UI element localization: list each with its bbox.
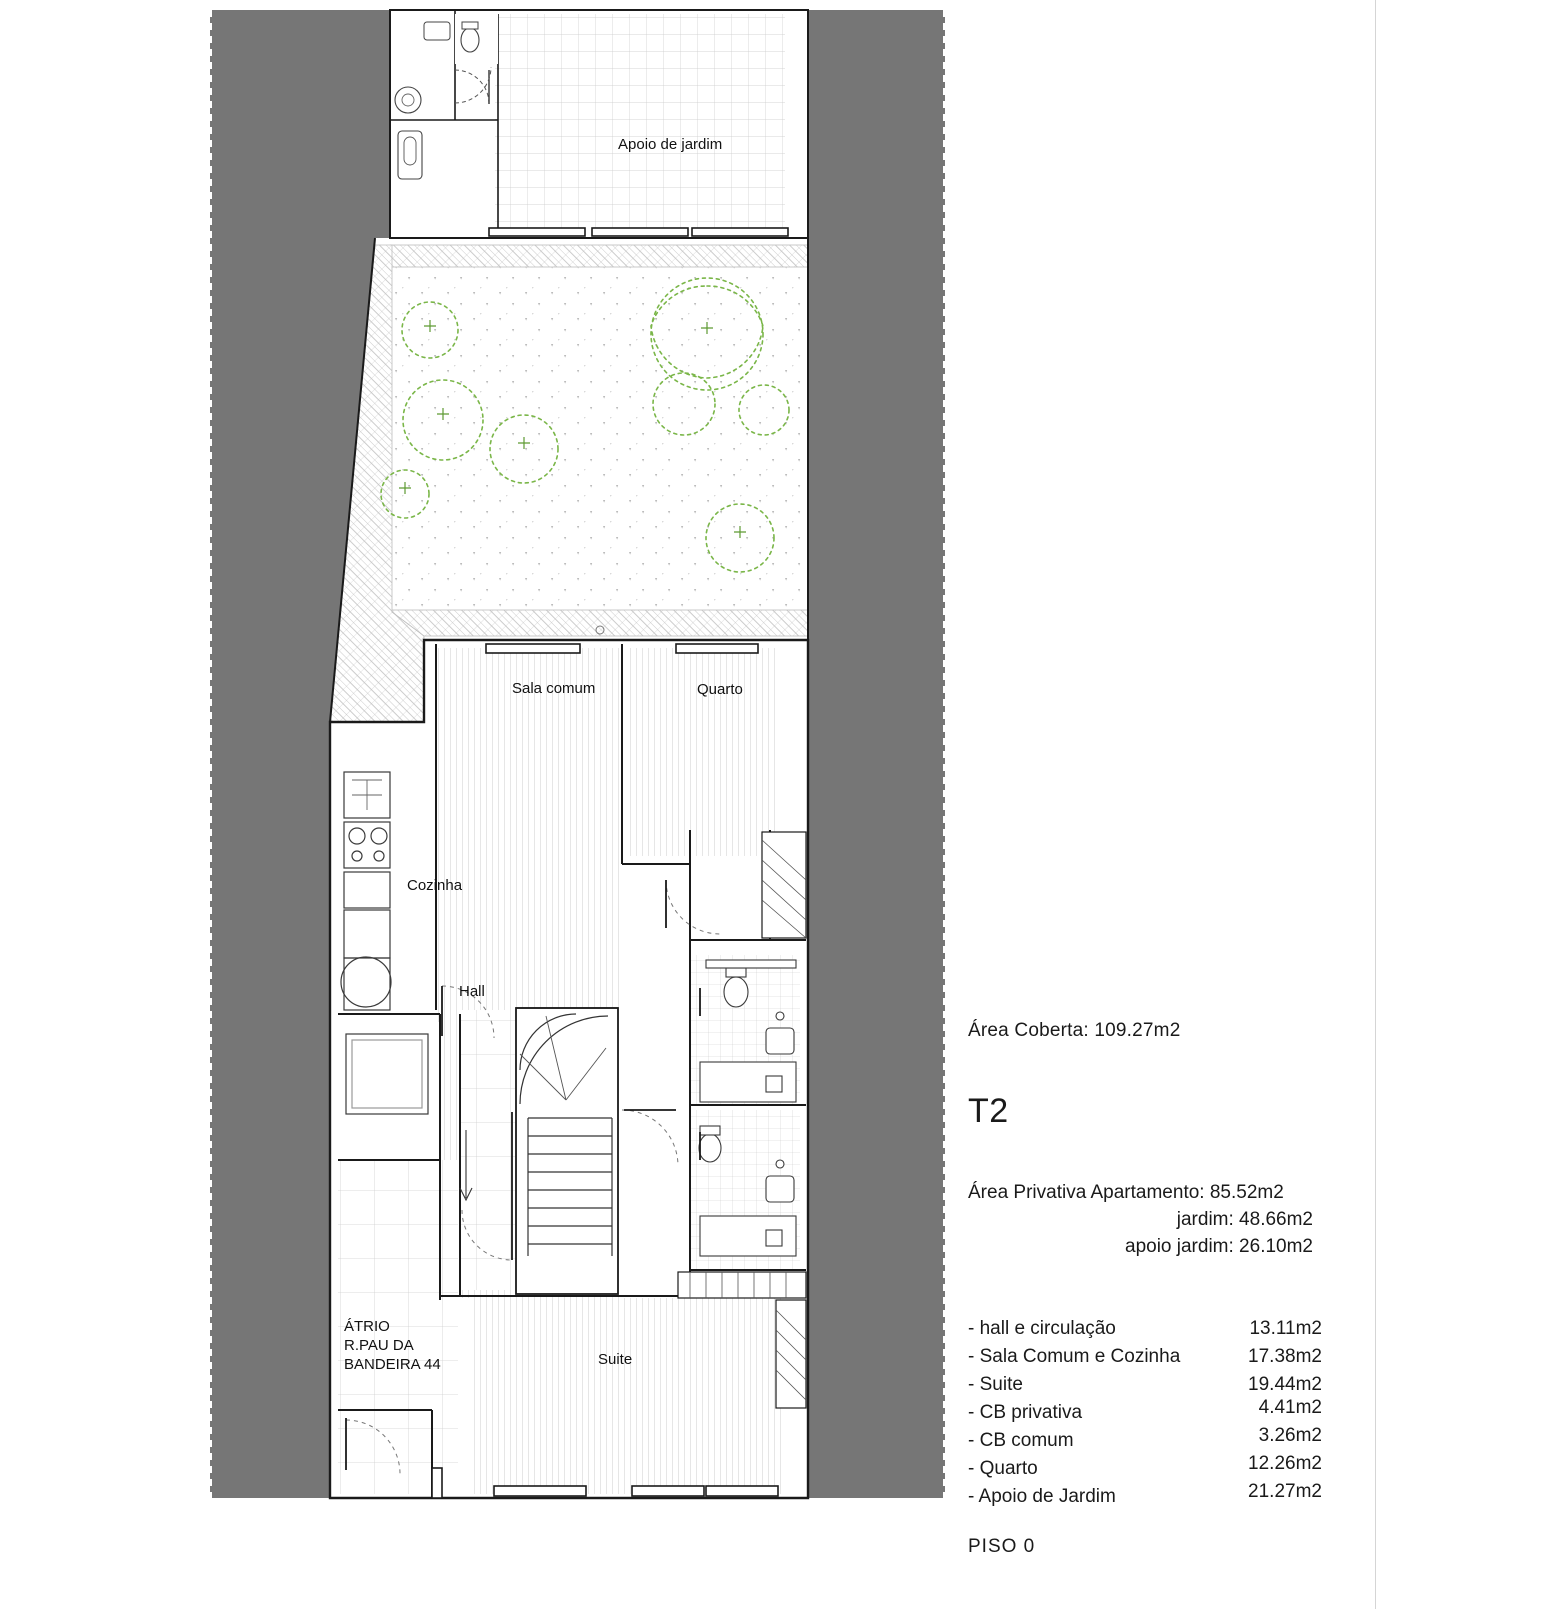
area-privativa-apartamento: Área Privativa Apartamento: 85.52m2 — [968, 1182, 1284, 1203]
info-panel — [968, 1020, 1368, 1514]
piso-label: PISO 0 — [968, 1536, 1036, 1557]
breakdown-label: - hall e circulação — [968, 1318, 1116, 1339]
breakdown-label: - Apoio de Jardim — [968, 1486, 1116, 1507]
breakdown-value: 17.38m2 — [1248, 1346, 1322, 1367]
entrance-address-label — [344, 1317, 484, 1374]
breakdown-label: - Sala Comum e Cozinha — [968, 1346, 1181, 1367]
area-privativa-block — [968, 1179, 1368, 1260]
breakdown-value: 12.26m2 — [1248, 1453, 1322, 1474]
entrance-line-3: BANDEIRA 44 — [344, 1356, 441, 1373]
breakdown-value: 21.27m2 — [1248, 1481, 1322, 1502]
entrance-line-1: ÁTRIO — [344, 1318, 390, 1335]
breakdown-value: 3.26m2 — [1258, 1425, 1322, 1446]
sheet-margin-rule — [1375, 0, 1376, 1609]
breakdown-value: 4.41m2 — [1258, 1397, 1322, 1418]
room-label-apoio-de-jardim: Apoio de jardim — [618, 136, 723, 153]
typology-title: T2 — [968, 1092, 1009, 1130]
breakdown-row — [968, 1346, 1368, 1374]
breakdown-label: - CB comum — [968, 1430, 1074, 1451]
area-coberta-text: Área Coberta: 109.27m2 — [968, 1020, 1181, 1041]
area-apoio-jardim: apoio jardim: 26.10m2 — [1125, 1236, 1313, 1257]
breakdown-row — [968, 1318, 1368, 1346]
room-label-suite: Suite — [598, 1351, 633, 1368]
room-label-hall: Hall — [459, 983, 485, 1000]
room-label-sala-comum: Sala comum — [512, 680, 596, 697]
breakdown-label: - Quarto — [968, 1458, 1038, 1479]
breakdown-row — [968, 1481, 1368, 1514]
breakdown-label: - Suite — [968, 1374, 1023, 1395]
area-breakdown-list — [968, 1318, 1368, 1514]
apoio-de-jardim-block — [390, 10, 808, 238]
breakdown-value: 19.44m2 — [1248, 1374, 1322, 1395]
room-label-quarto: Quarto — [697, 681, 743, 698]
breakdown-label: - CB privativa — [968, 1402, 1083, 1423]
entrance-line-2: R.PAU DA — [344, 1337, 414, 1354]
breakdown-value: 13.11m2 — [1249, 1318, 1322, 1339]
area-jardim: jardim: 48.66m2 — [1176, 1209, 1313, 1230]
room-label-cozinha: Cozinha — [407, 877, 463, 894]
